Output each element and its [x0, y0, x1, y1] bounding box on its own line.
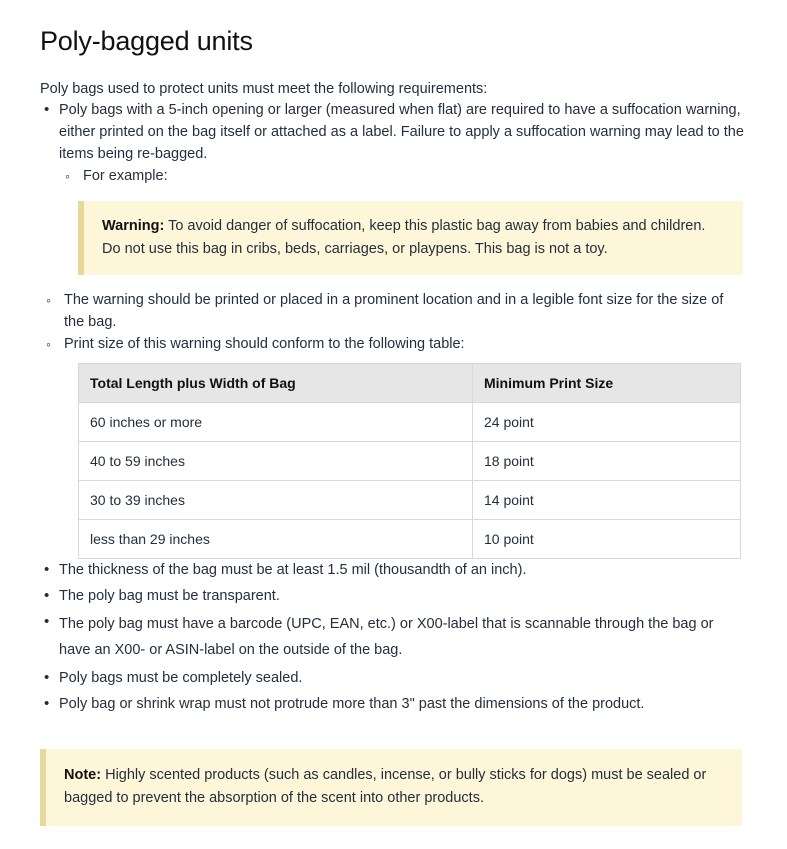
list-item — [59, 165, 747, 187]
table-cell: 10 point — [473, 520, 741, 559]
list-item — [40, 559, 747, 581]
table-row — [79, 403, 741, 442]
note-callout — [40, 749, 742, 826]
table-header-cell: Minimum Print Size — [473, 364, 741, 403]
list-item — [40, 693, 747, 715]
table-row — [79, 520, 741, 559]
sub-list-details — [40, 289, 747, 355]
table-header-row — [79, 364, 741, 403]
list-item-text: • The thickness of the bag must be at least 1.5 mil (thousandth of an inch). — [59, 559, 747, 581]
table-row — [79, 481, 741, 520]
warning-callout-text: To avoid danger of suffocation, keep this plastic bag away from babies and children. Do not use this bag in cribs, beds, carriages, or playpens. This bag is not a toy. — [102, 218, 706, 257]
table-cell: 18 point — [473, 442, 741, 481]
warning-callout-label: Warning: — [102, 218, 165, 234]
list-item — [40, 289, 747, 333]
list-item-text: ◦ The warning should be printed or placed in a prominent location and in a legible font size for the size of the bag. — [64, 289, 747, 333]
table-cell: 40 to 59 inches — [79, 442, 473, 481]
table-cell: 24 point — [473, 403, 741, 442]
list-item — [40, 99, 747, 187]
note-callout-text: Highly scented products (such as candles, incense, or bully sticks for dogs) must be sealed or bagged to prevent the absorption of the scent into other products. — [64, 767, 707, 806]
page-title: Poly-bagged units — [40, 26, 253, 56]
list-item-text: • Poly bag or shrink wrap must not protrude more than 3" past the dimensions of the product. — [59, 693, 747, 715]
warning-callout — [78, 201, 743, 275]
table-cell: less than 29 inches — [79, 520, 473, 559]
table-cell: 60 inches or more — [79, 403, 473, 442]
list-item — [40, 333, 747, 355]
list-item — [40, 611, 747, 663]
print-size-table — [78, 363, 741, 559]
requirements-list-top — [40, 99, 747, 187]
requirements-list-bottom — [40, 559, 747, 715]
list-item — [40, 667, 747, 689]
intro-paragraph: Poly bags used to protect units must meet the following requirements: — [40, 81, 488, 97]
list-item — [40, 585, 747, 607]
list-item-text: • Poly bags with a 5-inch opening or larger (measured when flat) are required to have a suffocation warning, either printed on the bag itself or attached as a label. Failure to apply a suffocation warning may lead to the items being re-bagged. — [59, 99, 747, 165]
list-item-text: ◦ For example: — [83, 165, 747, 187]
sub-list-example — [59, 165, 747, 187]
note-callout-label: Note: — [64, 767, 102, 783]
table-cell: 30 to 39 inches — [79, 481, 473, 520]
table-row — [79, 442, 741, 481]
list-item-text: ◦ Print size of this warning should conform to the following table: — [64, 333, 747, 355]
list-item-text: • The poly bag must be transparent. — [59, 585, 747, 607]
table-header-cell: Total Length plus Width of Bag — [79, 364, 473, 403]
table-cell: 14 point — [473, 481, 741, 520]
list-item-text: • The poly bag must have a barcode (UPC, EAN, etc.) or X00-label that is scannable through the bag or have an X00- or ASIN-label on the outside of the bag. — [59, 611, 747, 663]
list-item-text: • Poly bags must be completely sealed. — [59, 667, 747, 689]
